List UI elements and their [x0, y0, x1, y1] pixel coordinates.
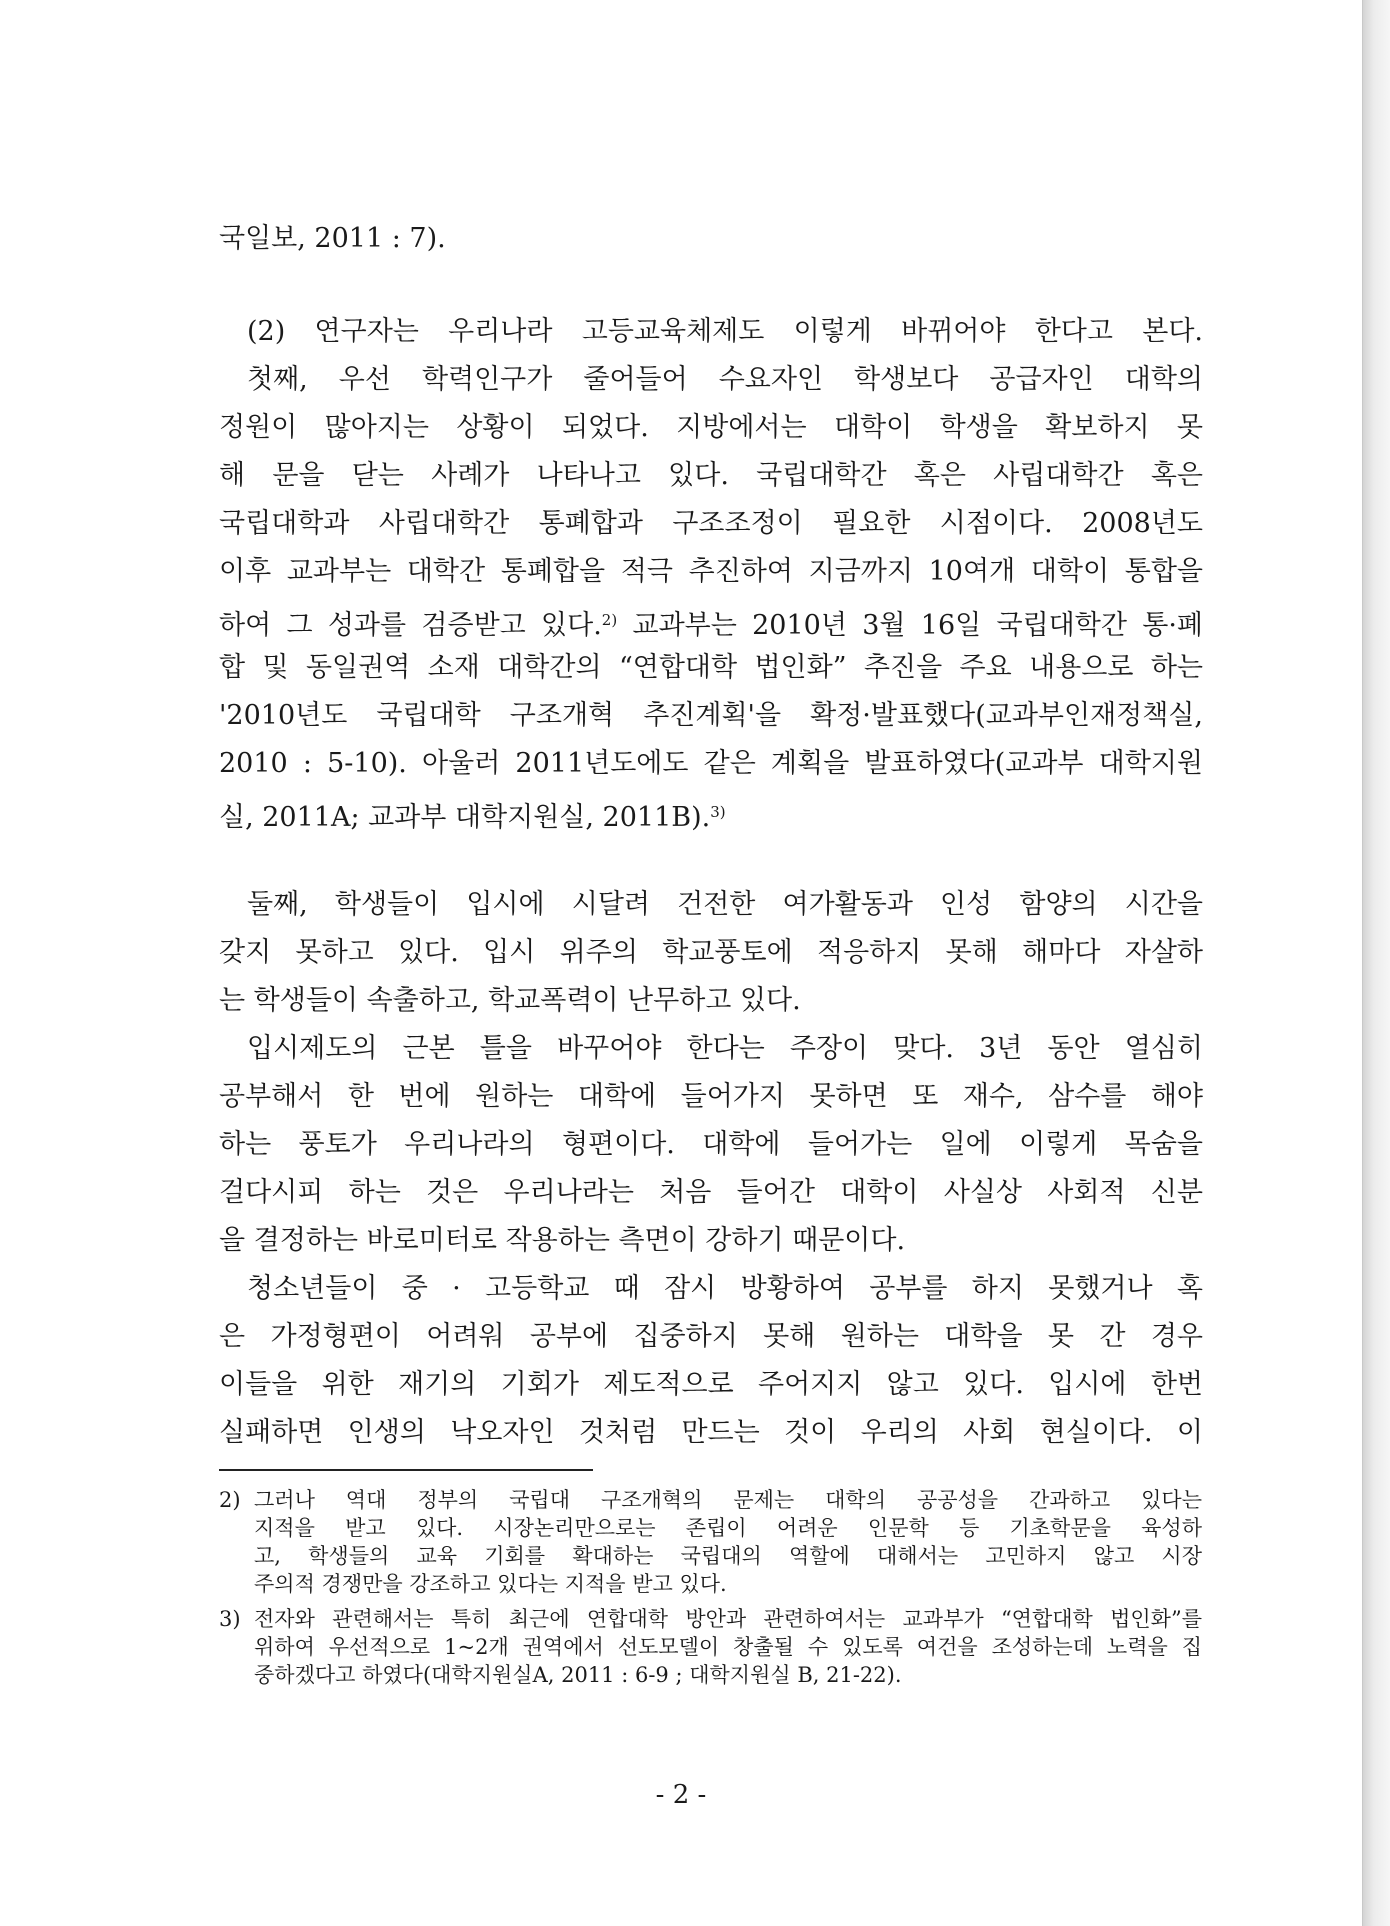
page-number: - 2 -	[655, 1780, 707, 1810]
text-line: 갖지 못하고 있다. 입시 위주의 학교풍토에 적응하지 못해 해마다 자살하	[219, 937, 1203, 968]
footnote-ref: 2)	[601, 611, 618, 629]
text-line: 공부해서 한 번에 원하는 대학에 들어가지 못하면 또 재수, 삼수를 해야	[219, 1081, 1203, 1112]
text-line: 을 결정하는 바로미터로 작용하는 측면이 강하기 때문이다.	[219, 1225, 906, 1256]
text-line: 는 학생들이 속출하고, 학교폭력이 난무하고 있다.	[219, 985, 801, 1016]
footnote-mark: 2)	[219, 1488, 241, 1512]
footnote-line: 중하겠다고 하였다(대학지원실A, 2011 : 6-9 ; 대학지원실 B, 21-22).	[254, 1663, 902, 1687]
footnote-line: 고, 학생들의 교육 기회를 확대하는 국립대의 역할에 대해서는 고민하지 않고 시장	[254, 1544, 1202, 1568]
text-line: 정원이 많아지는 상황이 되었다. 지방에서는 대학이 학생을 확보하지 못	[219, 412, 1203, 443]
text-line: 은 가정형편이 어려워 공부에 집중하지 못해 원하는 대학을 못 간 경우	[219, 1321, 1203, 1352]
footnote-mark: 3)	[219, 1607, 241, 1631]
text-line: 국립대학과 사립대학간 통폐합과 구조조정이 필요한 시점이다. 2008년도	[219, 508, 1203, 539]
text-line: 국일보, 2011 : 7).	[219, 223, 446, 254]
text-line: 해 문을 닫는 사례가 나타나고 있다. 국립대학간 혹은 사립대학간 혹은	[219, 460, 1203, 491]
text-line: 입시제도의 근본 틀을 바꾸어야 한다는 주장이 맞다. 3년 동안 열심히	[247, 1033, 1203, 1064]
text-line: (2) 연구자는 우리나라 고등교육체제도 이렇게 바뀌어야 한다고 본다.	[247, 316, 1203, 347]
text-line	[219, 602, 1203, 644]
text-line: 하는 풍토가 우리나라의 형편이다. 대학에 들어가는 일에 이렇게 목숨을	[219, 1129, 1203, 1160]
footnote-line: 전자와 관련해서는 특히 최근에 연합대학 방안과 관련하여서는 교과부가 “연합대학 법인화”를	[254, 1607, 1202, 1631]
footnote-divider	[219, 1469, 593, 1471]
text-segment: 교과부는 2010년 3월 16일 국립대학간 통·폐	[617, 610, 1203, 641]
text-line: 이들을 위한 재기의 기회가 제도적으로 주어지지 않고 있다. 입시에 한번	[219, 1369, 1203, 1400]
page-edge-shadow	[1363, 0, 1390, 1926]
text-line: 합 및 동일권역 소재 대학간의 “연합대학 법인화” 추진을 주요 내용으로 하는	[219, 652, 1203, 683]
text-line: 실패하면 인생의 낙오자인 것처럼 만드는 것이 우리의 사회 현실이다. 이	[219, 1417, 1203, 1448]
text-line: 둘째, 학생들이 입시에 시달려 건전한 여가활동과 인성 함양의 시간을	[247, 889, 1203, 920]
footnote-line: 위하여 우선적으로 1~2개 권역에서 선도모델이 창출될 수 있도록 여건을 조성하는데 노력을 집	[254, 1635, 1202, 1659]
text-line: 첫째, 우선 학력인구가 줄어들어 수요자인 학생보다 공급자인 대학의	[247, 364, 1203, 395]
footnote-line: 그러나 역대 정부의 국립대 구조개혁의 문제는 대학의 공공성을 간과하고 있다는	[254, 1488, 1202, 1512]
text-segment: 하여 그 성과를 검증받고 있다.	[219, 610, 602, 641]
footnote-ref: 3)	[710, 803, 726, 821]
text-line: 청소년들이 중 · 고등학교 때 잠시 방황하여 공부를 하지 못했거나 혹	[247, 1273, 1203, 1304]
text-segment: 실, 2011A; 교과부 대학지원실, 2011B).	[219, 802, 711, 833]
footnote-line: 지적을 받고 있다. 시장논리만으로는 존립이 어려운 인문학 등 기초학문을 육성하	[254, 1516, 1202, 1540]
text-line: '2010년도 국립대학 구조개혁 추진계획'을 확정·발표했다(교과부인재정책실,	[219, 700, 1203, 731]
text-line	[219, 794, 1203, 836]
footnote-line: 주의적 경쟁만을 강조하고 있다는 지적을 받고 있다.	[254, 1572, 727, 1596]
text-line: 이후 교과부는 대학간 통폐합을 적극 추진하여 지금까지 10여개 대학이 통합을	[219, 556, 1203, 587]
text-line: 2010 : 5-10). 아울러 2011년도에도 같은 계획을 발표하였다(교과부 대학지원	[219, 748, 1203, 779]
text-line: 걸다시피 하는 것은 우리나라는 처음 들어간 대학이 사실상 사회적 신분	[219, 1177, 1203, 1208]
